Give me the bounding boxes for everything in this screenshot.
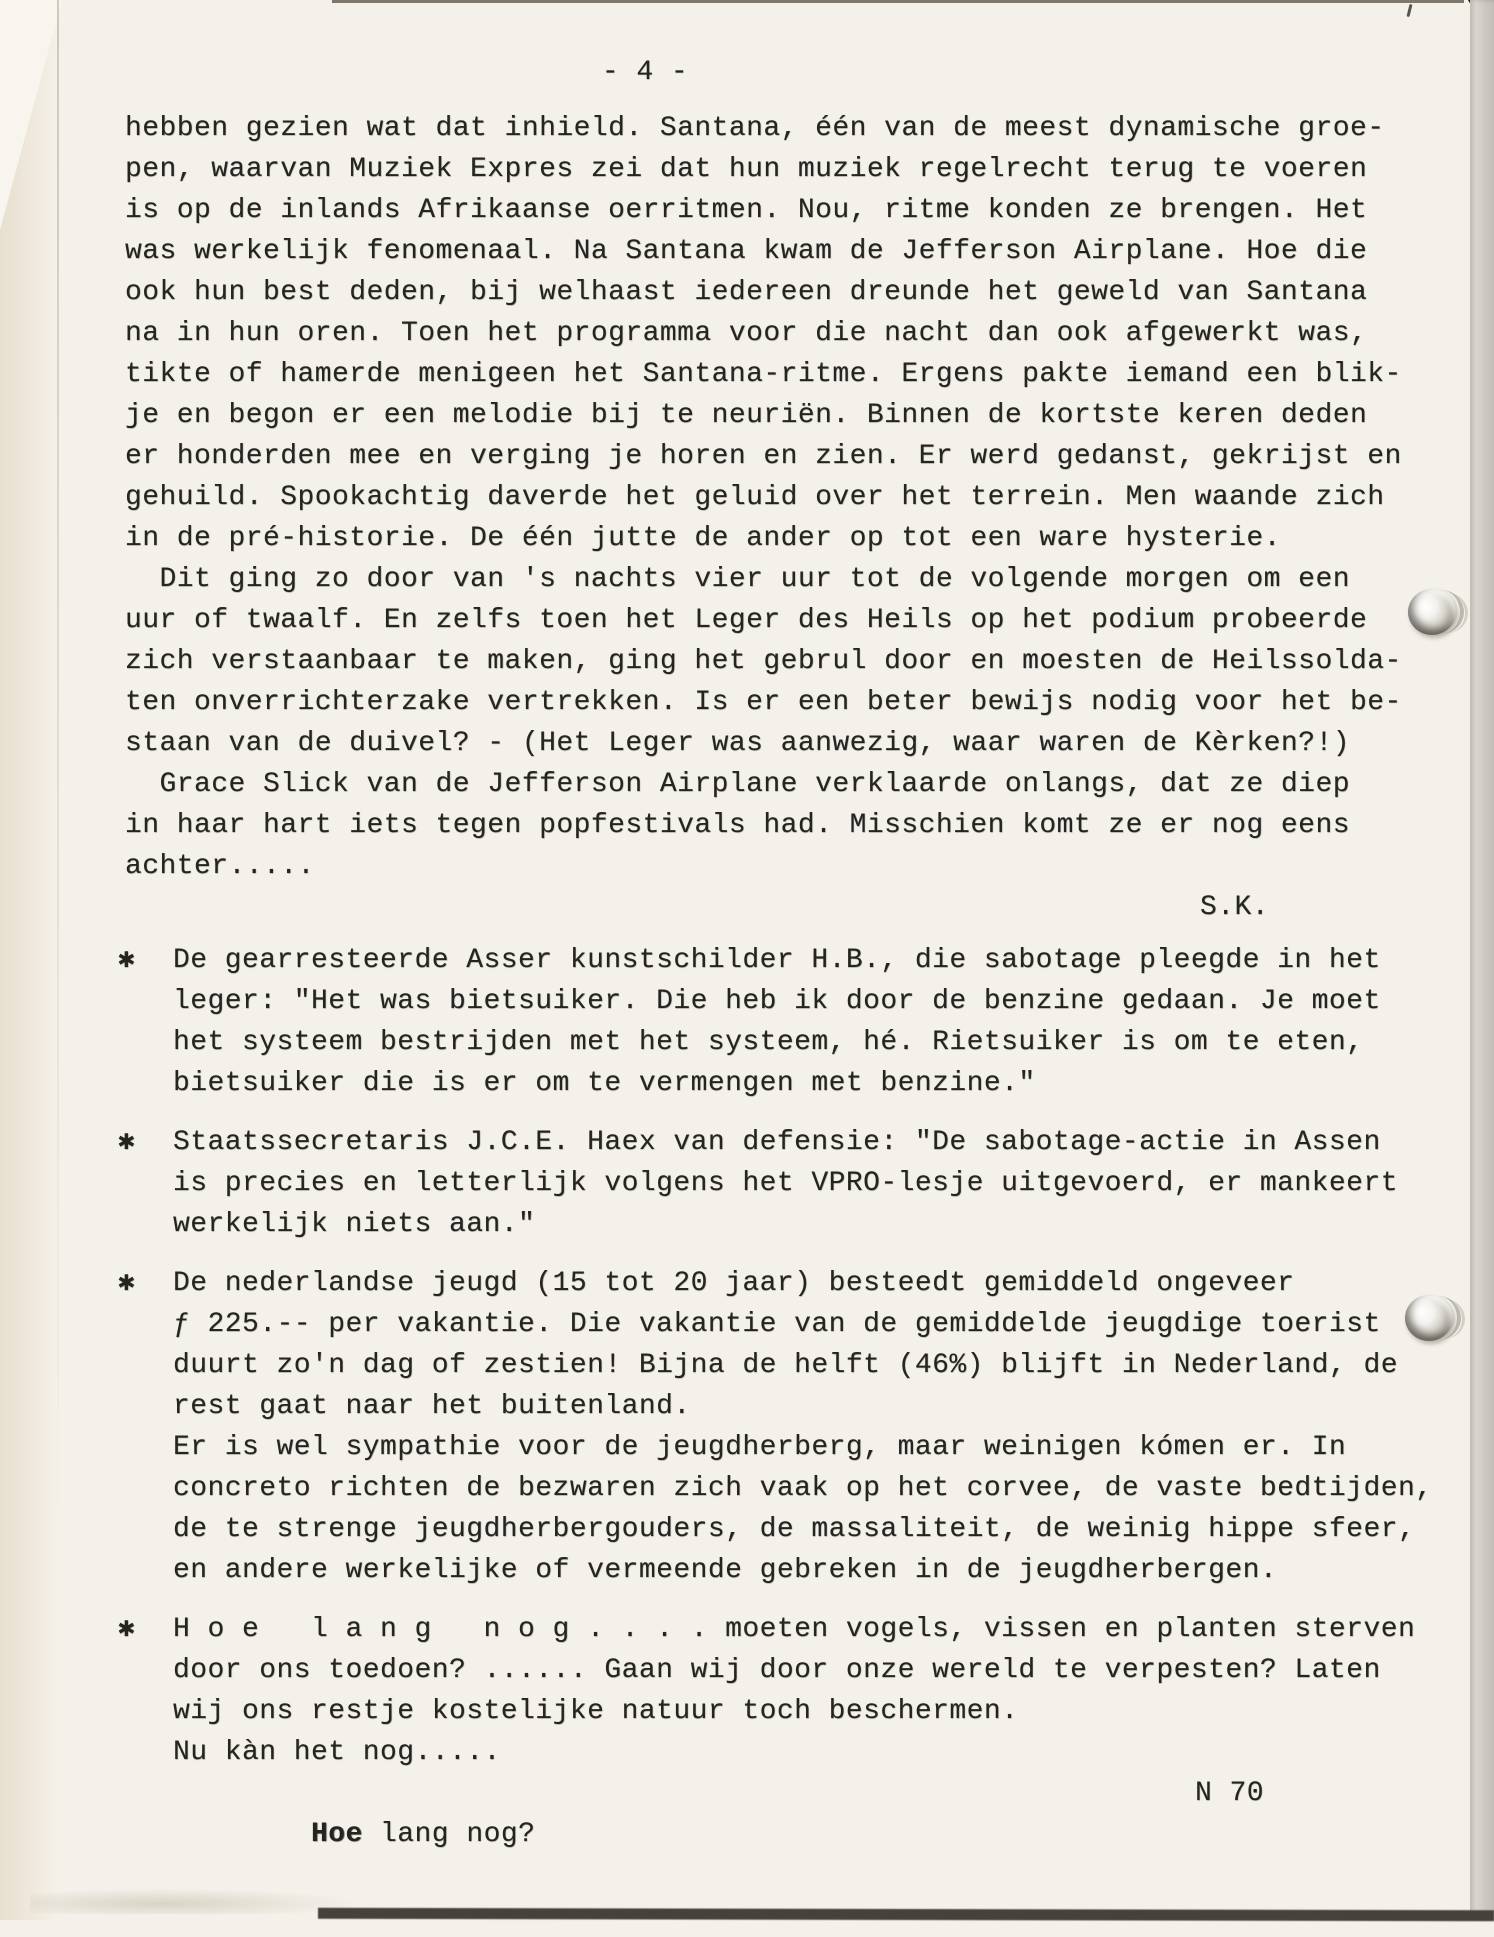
text-line: Er is wel sympathie voor de jeugdherberg, maar weinigen kómen er. In bbox=[173, 1432, 1347, 1463]
closing-rest: lang nog? bbox=[362, 1819, 536, 1850]
text-line: in de pré-historie. De één jutte de ander op tot een ware hysterie. bbox=[125, 523, 1281, 554]
text-line: concreto richten de bezwaren zich vaak op het corvee, de vaste bedtijden, bbox=[173, 1473, 1433, 1504]
article-paragraph bbox=[125, 108, 1425, 928]
asterisk-bullet-icon: ✱ bbox=[118, 945, 136, 976]
article-lines bbox=[125, 108, 1425, 887]
issue-code: N 70 bbox=[1195, 1778, 1265, 1809]
text-line: Staatssecretaris J.C.E. Haex van defensie: "De sabotage-actie in Assen bbox=[173, 1127, 1381, 1158]
text-line: H o e l a n g n o g . . . . moeten vogels, vissen en planten sterven bbox=[173, 1614, 1416, 1645]
scan-top-edge-line bbox=[332, 0, 1464, 3]
text-line: wij ons restje kostelijke natuur toch beschermen. bbox=[173, 1696, 1019, 1727]
bullet-item-3 bbox=[118, 1263, 1433, 1591]
bullet-item-4 bbox=[118, 1609, 1425, 1937]
text-line: gehuild. Spookachtig daverde het geluid over het terrein. Men waande zich bbox=[125, 482, 1385, 513]
bullet-2-lines bbox=[173, 1122, 1425, 1245]
closing-line bbox=[173, 1773, 1425, 1937]
page-left-edge-shading bbox=[0, 0, 58, 1920]
text-line: is op de inlands Afrikaanse oerritmen. Nou, ritme konden ze brengen. Het bbox=[125, 195, 1368, 226]
text-line: tikte of hamerde menigeen het Santana-ritme. Ergens pakte iemand een blik- bbox=[125, 359, 1402, 390]
asterisk-bullet-icon: ✱ bbox=[118, 1127, 136, 1158]
bullet-4-lines bbox=[173, 1609, 1425, 1937]
bullet-3-lines bbox=[173, 1263, 1432, 1591]
text-line: uur of twaalf. En zelfs toen het Leger des Heils op het podium probeerde bbox=[125, 605, 1368, 636]
text-line: Grace Slick van de Jefferson Airplane verklaarde onlangs, dat ze diep bbox=[125, 769, 1350, 800]
bullet-4-repeat bbox=[173, 1609, 1425, 1773]
bullet-1-lines bbox=[173, 940, 1425, 1104]
text-line: is precies en letterlijk volgens het VPRO-lesje uitgevoerd, er mankeert bbox=[173, 1168, 1398, 1199]
text-line: leger: "Het was bietsuiker. Die heb ik door de benzine gedaan. Je moet bbox=[173, 986, 1381, 1017]
page-content bbox=[118, 52, 1433, 1937]
text-line: zich verstaanbaar te maken, ging het gebrul door en moesten de Heilssolda- bbox=[125, 646, 1402, 677]
page-number: - 4 - bbox=[601, 57, 689, 88]
signature: S.K. bbox=[1200, 892, 1270, 923]
text-line: Dit ging zo door van 's nachts vier uur tot de volgende morgen om een bbox=[125, 564, 1350, 595]
text-line: bietsuiker die is er om te vermengen met benzine." bbox=[173, 1068, 1036, 1099]
text-line: je en begon er een melodie bij te neuriën. Binnen de kortste keren deden bbox=[125, 400, 1368, 431]
text-line: de te strenge jeugdherbergouders, de massaliteit, de weinig hippe sfeer, bbox=[173, 1514, 1416, 1545]
text-line: ten onverrichterzake vertrekken. Is er een beter bewijs nodig voor het be- bbox=[125, 687, 1402, 718]
text-line: werkelijk niets aan." bbox=[173, 1209, 536, 1240]
text-line: hebben gezien wat dat inhield. Santana, één van de meest dynamische groe- bbox=[125, 113, 1385, 144]
text-line: na in hun oren. Toen het programma voor die nacht dan ook afgewerkt was, bbox=[125, 318, 1368, 349]
page-right-edge-shading bbox=[1470, 0, 1494, 1920]
asterisk-bullet-icon: ✱ bbox=[118, 1268, 136, 1299]
pen-tick-mark bbox=[1406, 4, 1412, 17]
text-line: in haar hart iets tegen popfestivals had. Misschien komt ze er nog eens bbox=[125, 810, 1350, 841]
text-line: achter..... bbox=[125, 851, 315, 882]
text-line: en andere werkelijke of vermeende gebreken in de jeugdherbergen. bbox=[173, 1555, 1278, 1586]
text-line: het systeem bestrijden met het systeem, hé. Rietsuiker is om te eten, bbox=[173, 1027, 1364, 1058]
asterisk-bullet-icon: ✱ bbox=[118, 1614, 136, 1645]
text-line: staan van de duivel? - (Het Leger was aanwezig, waar waren de Kèrken?!) bbox=[125, 728, 1350, 759]
text-line: De gearresteerde Asser kunstschilder H.B., die sabotage pleegde in het bbox=[173, 945, 1381, 976]
text-line: ƒ 225.-- per vakantie. Die vakantie van de gemiddelde jeugdige toerist bbox=[173, 1309, 1381, 1340]
vertical-crease-line bbox=[57, 0, 59, 1560]
text-line: door ons toedoen? ...... Gaan wij door onze wereld te verpesten? Laten bbox=[173, 1655, 1381, 1686]
text-line: Nu kàn het nog..... bbox=[173, 1737, 501, 1768]
text-line: pen, waarvan Muziek Expres zei dat hun muziek regelrecht terug te voeren bbox=[125, 154, 1368, 185]
text-line: er honderden mee en verging je horen en zien. Er werd gedanst, gekrijst en bbox=[125, 441, 1402, 472]
text-line: duurt zo'n dag of zestien! Bijna de helft (46%) blijft in Nederland, de bbox=[173, 1350, 1398, 1381]
bullet-item-1 bbox=[118, 940, 1425, 1104]
bullet-item-2 bbox=[118, 1122, 1425, 1245]
text-line: rest gaat naar het buitenland. bbox=[173, 1391, 691, 1422]
text-line: was werkelijk fenomenaal. Na Santana kwam de Jefferson Airplane. Hoe die bbox=[125, 236, 1368, 267]
text-line: De nederlandse jeugd (15 tot 20 jaar) besteedt gemiddeld ongeveer bbox=[173, 1268, 1295, 1299]
closing-bold-word: Hoe bbox=[311, 1819, 363, 1850]
text-line: ook hun best deden, bij welhaast iedereen dreunde het geweld van Santana bbox=[125, 277, 1368, 308]
